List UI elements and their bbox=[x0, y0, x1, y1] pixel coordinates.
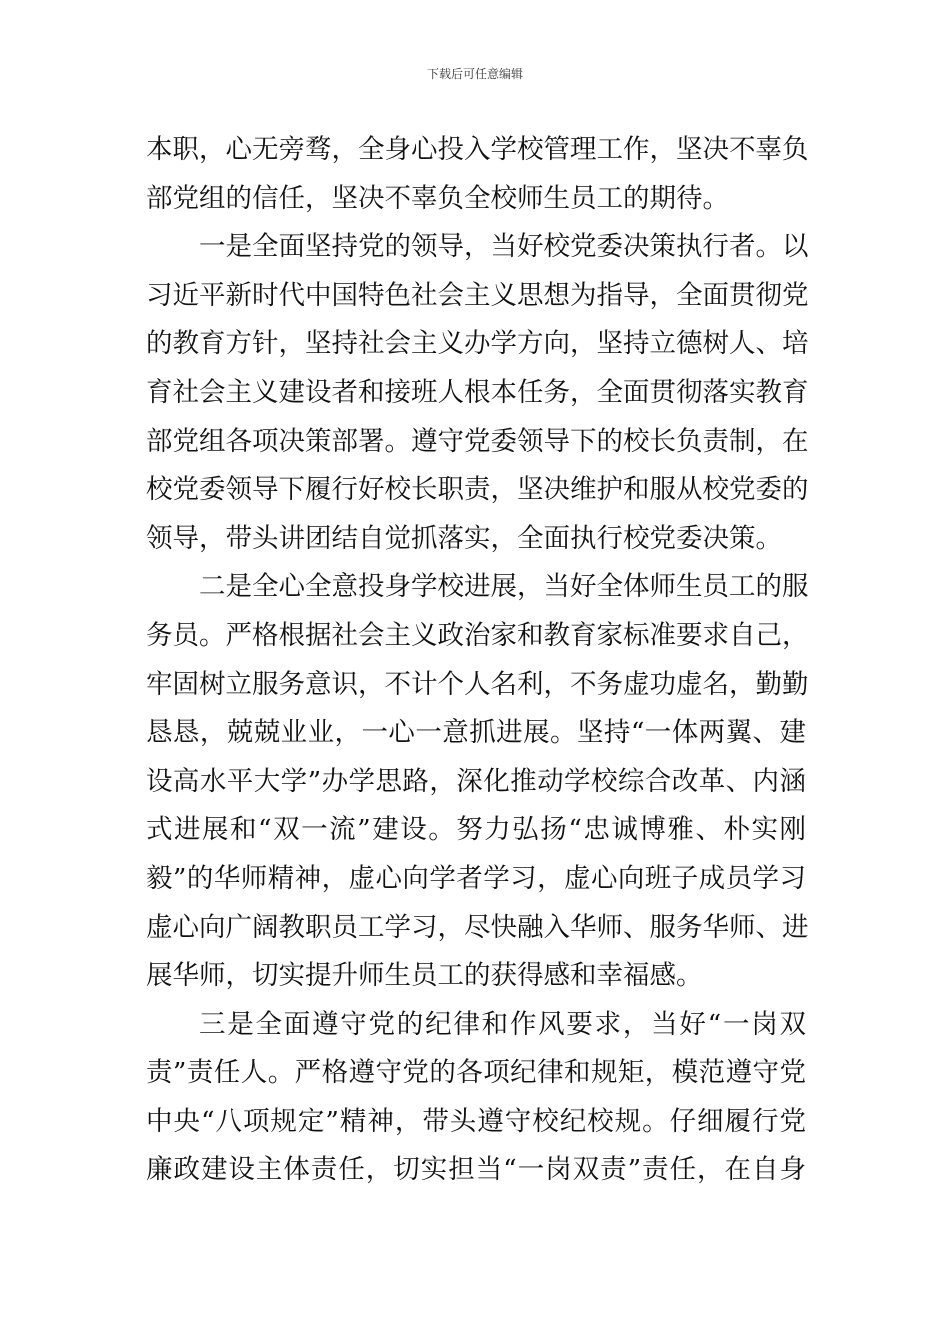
text-line: 领导，带头讲团结自觉抓落实，全面执行校党委决策。 bbox=[146, 522, 782, 554]
header-note: 下载后可任意编辑 bbox=[426, 67, 523, 81]
text-line: 虚心向广阔教职员工学习，尽快融入华师、服务华师、进 bbox=[146, 911, 809, 943]
text-line: 设高水平大学”办学思路，深化推动学校综合改革、内涵 bbox=[146, 765, 806, 797]
body-text bbox=[146, 126, 809, 1195]
text-line: 廉政建设主体责任，切实担当“一岗双责”责任，在自身 bbox=[146, 1154, 806, 1186]
text-line: 的教育方针，坚持社会主义办学方向，坚持立德树人、培 bbox=[146, 328, 809, 360]
text-line: 毅”的华师精神，虚心向学者学习，虚心向班子成员学习 bbox=[146, 862, 806, 894]
text-line: 务员。严格根据社会主义政治家和教育家标准要求自己， bbox=[146, 619, 809, 651]
text-line: 本职，心无旁骛，全身心投入学校管理工作，坚决不辜负 bbox=[146, 134, 809, 165]
text-line: 牢固树立服务意识，不计个人名利，不务虚功虚名，勤勤 bbox=[146, 668, 809, 700]
text-line: 二是全心全意投身学校进展，当好全体师生员工的服 bbox=[199, 571, 809, 603]
text-line: 式进展和“双一流”建设。努力弘扬“忠诚博雅、朴实刚 bbox=[146, 814, 806, 846]
text-line: 三是全面遵守党的纪律和作风要求，当好“一岗双 bbox=[199, 1008, 806, 1040]
text-line: 部党组各项决策部署。遵守党委领导下的校长负责制，在 bbox=[146, 425, 809, 457]
text-line: 部党组的信任，坚决不辜负全校师生员工的期待。 bbox=[146, 182, 729, 214]
text-line: 一是全面坚持党的领导，当好校党委决策执行者。以 bbox=[199, 231, 809, 263]
text-line: 责”责任人。严格遵守党的各项纪律和规矩，模范遵守党 bbox=[146, 1057, 806, 1089]
text-line: 育社会主义建设者和接班人根本任务，全面贯彻落实教育 bbox=[146, 376, 809, 408]
text-line: 中央“八项规定”精神，带头遵守校纪校规。仔细履行党 bbox=[146, 1105, 806, 1137]
text-line: 展华师，切实提升师生员工的获得感和幸福感。 bbox=[146, 960, 703, 992]
text-line: 恳恳，兢兢业业，一心一意抓进展。坚持“一体两翼、建 bbox=[146, 717, 806, 749]
text-line: 校党委领导下履行好校长职责，坚决维护和服从校党委的 bbox=[146, 474, 809, 506]
text-line: 习近平新时代中国特色社会主义思想为指导，全面贯彻党 bbox=[146, 279, 809, 311]
